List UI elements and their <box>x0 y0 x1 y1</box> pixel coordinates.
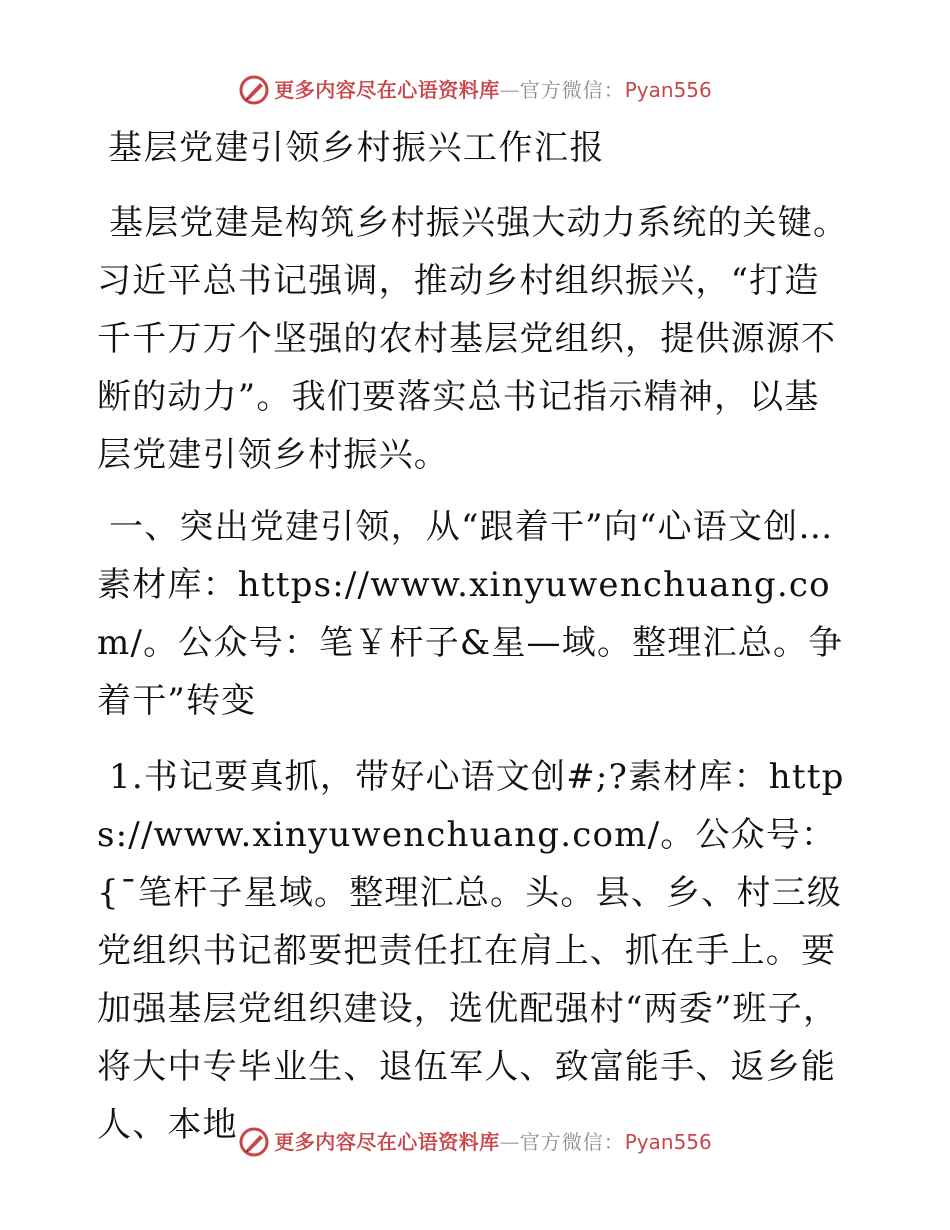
section-heading-1: 一、突出党建引领，从“跟着干”向“心语文创…素材库：https://www.xinyuwenchuang.com/。公众号：笔￥杆子&星—域。整理汇总。争着干”转变 <box>97 507 844 721</box>
watermark-header <box>0 74 950 106</box>
document-title: 基层党建引领乡村振兴工作汇报 <box>108 128 605 168</box>
watermark-separator: — <box>499 78 520 102</box>
watermark-official-label: 官方微信： <box>519 1130 625 1154</box>
watermark-brand-text: 更多内容尽在心语资料库 <box>274 78 500 102</box>
watermark-wechat-handle: Pyan556 <box>624 1130 712 1154</box>
watermark-official-label: 官方微信： <box>519 78 625 102</box>
watermark-wechat-handle: Pyan556 <box>624 78 712 102</box>
pen-logo-icon <box>238 74 270 106</box>
pen-logo-icon <box>238 1126 270 1158</box>
paragraph-intro: 基层党建是构筑乡村振兴强大动力系统的关键。习近平总书记强调，推动乡村组织振兴，“打造千千万万个坚强的农村基层党组织，提供源源不断的动力”。我们要落实总书记指示精神，以基层党建引领乡村振兴。 <box>97 203 849 475</box>
watermark-separator: — <box>499 1130 520 1154</box>
watermark-brand-text: 更多内容尽在心语资料库 <box>274 1130 500 1154</box>
paragraph-item-1: 1.书记要真抓，带好心语文创#;?素材库：https://www.xinyuwenchuang.com/。公众号：{¯笔杆子星域。整理汇总。头。县、乡、村三级党组织书记都要把责任扛在肩上、抓在手上。要加强基层党组织建设，选优配强村“两委”班子，将大中专毕业生、退伍军人、致富能手、返乡能人、本地 <box>97 757 845 1145</box>
watermark-footer <box>0 1126 950 1158</box>
